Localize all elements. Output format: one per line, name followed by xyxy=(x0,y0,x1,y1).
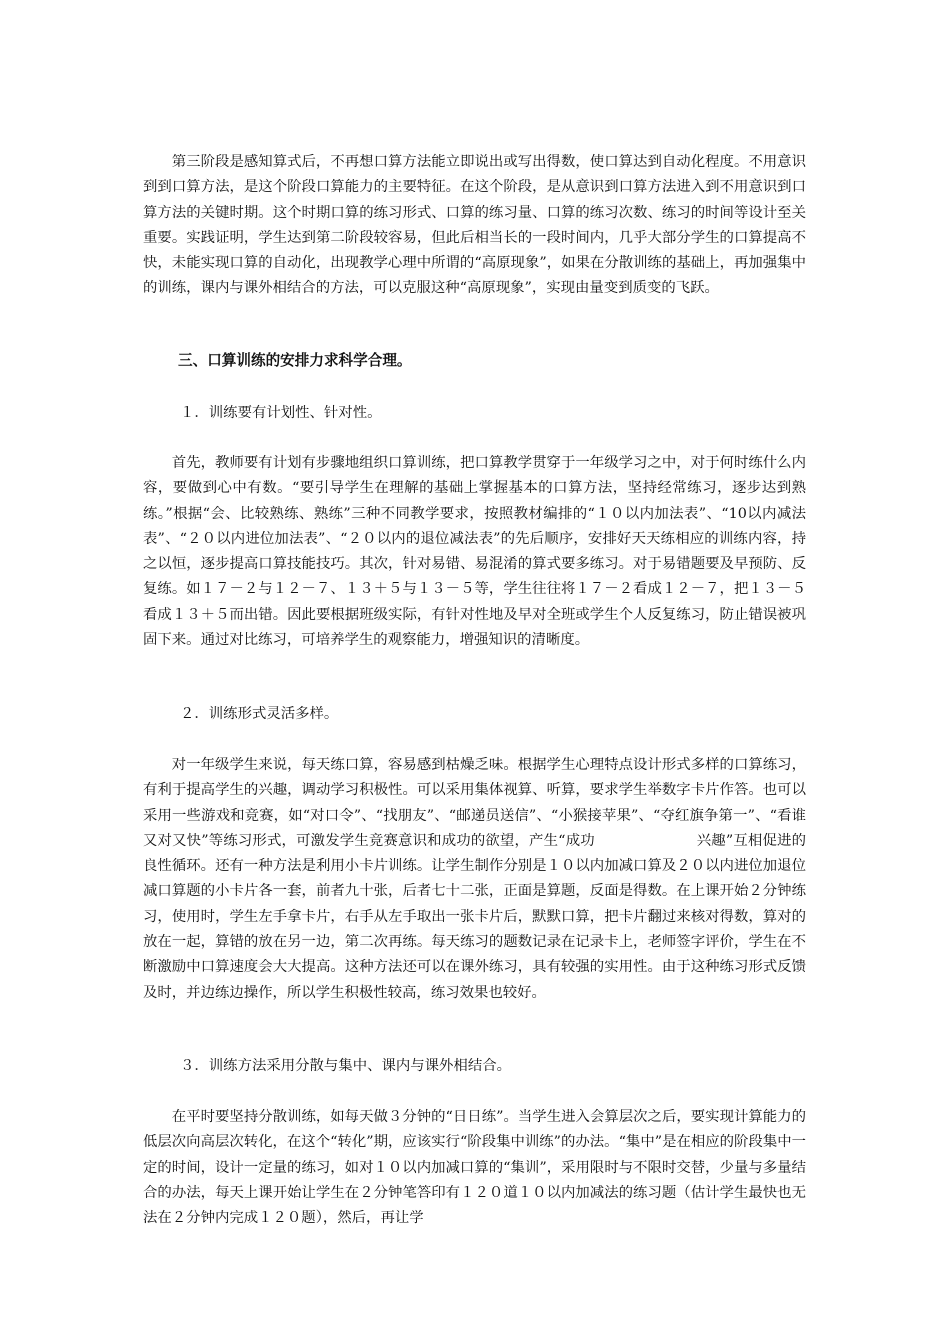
section-heading-three: 三、口算训练的安排力求科学合理。 xyxy=(178,352,412,369)
paragraph-stage-three: 第三阶段是感知算式后，不再想口算方法能立即说出或写出得数，使口算达到自动化程度。不用意识到到口算方法，是这个阶段口算能力的主要特征。在这个阶段，是从意识到口算方法进入到不用意识到口算方法的关键时期。这个时期口算的练习形式、口算的练习量、口算的练习次数、练习的时间等设计至关重要。实践证明，学生达到第二阶段较容易，但此后相当长的一段时间内，几乎大部分学生的口算提高不快，未能实现口算的自动化，出现教学心理中所谓的“高原现象”，如果在分散训练的基础上，再加强集中的训练，课内与课外相结合的方法，可以克服这种“高原现象”，实现由量变到质变的飞跃。 xyxy=(143,154,806,297)
subheading-3: ３．训练方法采用分散与集中、课内与课外相结合。 xyxy=(180,1058,511,1074)
paragraph-forms: 对一年级学生来说，每天练口算，容易感到枯燥乏味。根据学生心理特点设计形式多样的口算练习，有利于提高学生的兴趣，调动学习积极性。可以采用集体视算、听算，要求学生举数字卡片作答。也可以采用一些游戏和竞赛，如“对口令”、“找朋友”、“邮递员送信”、“小猴接苹果”、“夺红旗争第一”、“看谁又对又快”等练习形式，可激发学生竞赛意识和成功的欲望，产生“成功 兴趣”互相促进的良性循环。还有一种方法是利用小卡片训练。让学生制作分别是１０以内加减口算及２０以内进位加退位减口算题的小卡片各一套，前者九十张，后者七十二张，正面是算题，反面是得数。在上课开始２分钟练习，使用时，学生左手拿卡片，右手从左手取出一张卡片后，默默口算，把卡片翻过来核对得数，算对的放在一起，算错的放在另一边，第二次再练。每天练习的题数记录在记录卡上，老师签字评价，学生在不断激励中口算速度会大大提高。这种方法还可以在课外练习，具有较强的实用性。由于这种练习形式反馈及时，并边练边操作，所以学生积极性较高，练习效果也较好。 xyxy=(143,757,806,1001)
paragraph-plan: 首先，教师要有计划有步骤地组织口算训练，把口算教学贯穿于一年级学习之中，对于何时练什么内容，要做到心中有数。“要引导学生在理解的基础上掌握基本的口算方法，坚持经常练习，逐步达到熟练。”根据“会、比较熟练、熟练”三种不同教学要求，按照教材编排的“１０以内加法表”、“10以内减法表”、“２０以内进位加法表”、“２０以内的退位减法表”的先后顺序，安排好天天练相应的训练内容，持之以恒，逐步提高口算技能技巧。其次，针对易错、易混淆的算式要多练习。对于易错题要及早预防、反复练。如１７－２与１２－７、１３＋５与１３－５等，学生往往将１７－２看成１２－７，把１３－５看成１３＋５而出错。因此要根据班级实际，有针对性地及早对全班或学生个人反复练习，防止错误被巩固下来。通过对比练习，可培养学生的观察能力，增强知识的清晰度。 xyxy=(143,455,806,649)
paragraph-methods: 在平时要坚持分散训练，如每天做３分钟的“日日练”。当学生进入会算层次之后，要实现计算能力的低层次向高层次转化，在这个“转化”期，应该实行“阶段集中训练”的办法。“集中”是在相应的阶段集中一定的时间，设计一定量的练习，如对１０以内加减口算的“集训”，采用限时与不限时交替，少量与多量结合的办法，每天上课开始让学生在２分钟笔答印有１２０道１０以内加减法的练习题（估计学生最快也无法在２分钟内完成１２０题），然后，再让学 xyxy=(143,1109,806,1227)
subheading-2: ２．训练形式灵活多样。 xyxy=(180,706,339,722)
subheading-1: １．训练要有计划性、针对性。 xyxy=(180,405,382,421)
